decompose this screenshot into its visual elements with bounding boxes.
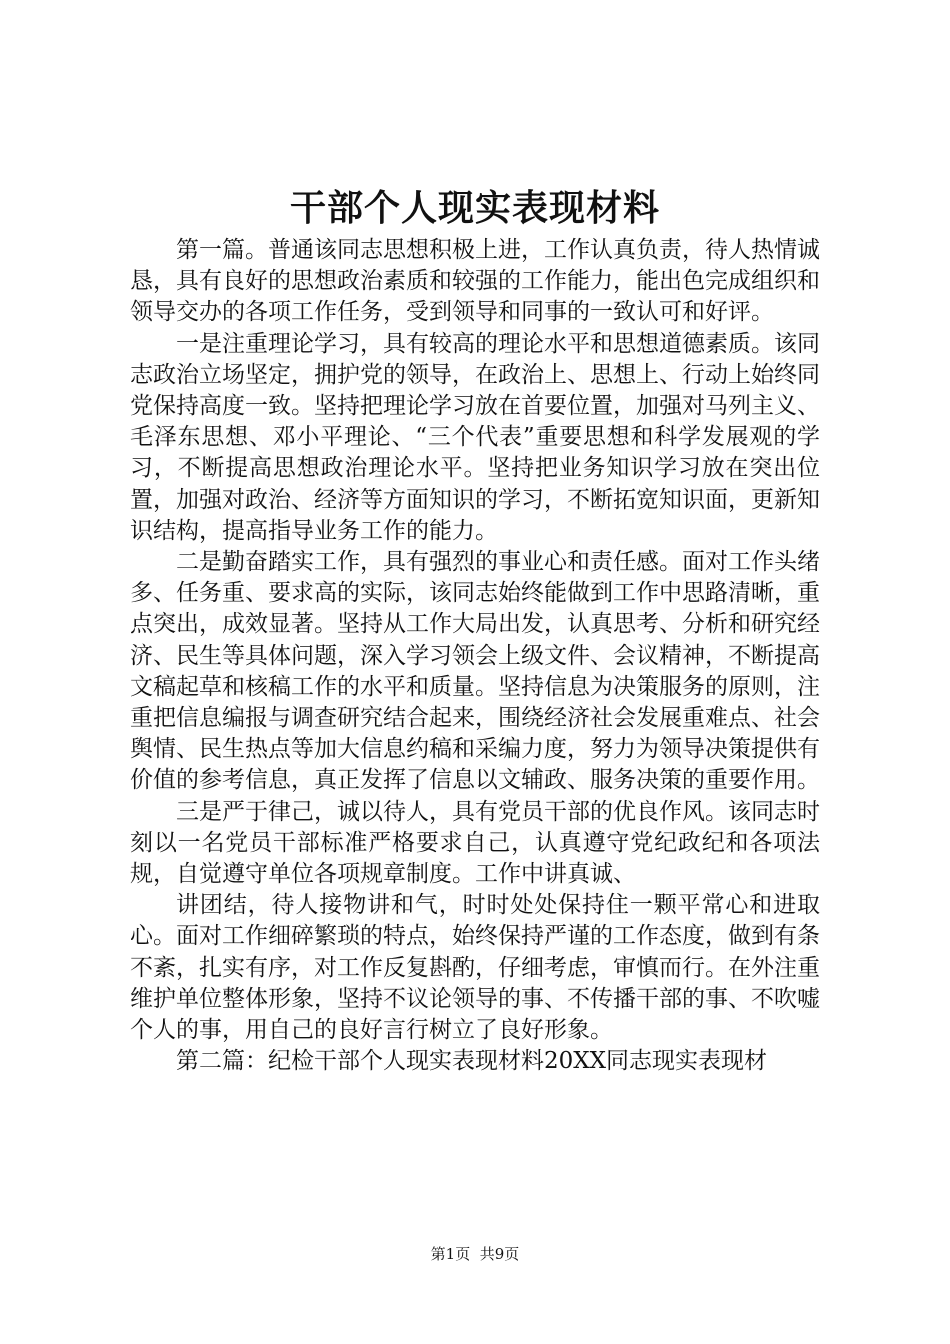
paragraph-4: 三是严于律己，诚以待人，具有党员干部的优良作风。该同志时刻以一名党员干部标准严格要求自己，认真遵守党纪政纪和各项法规，自觉遵守单位各项规章制度。工作中讲真诚、 — [130, 798, 820, 888]
page-footer — [0, 1244, 950, 1264]
paragraph-5: 讲团结，待人接物讲和气，时时处处保持住一颗平常心和进取心。面对工作细碎繁琐的特点，始终保持严谨的工作态度，做到有条不紊，扎实有序，对工作反复斟酌，仔细考虑，审慎而行。在外注重维护单位整体形象，坚持不议论领导的事、不传播干部的事、不吹嘘个人的事，用自己的良好言行树立了良好形象。 — [130, 892, 820, 1044]
paragraph-2: 一是注重理论学习，具有较高的理论水平和思想道德素质。该同志政治立场坚定，拥护党的领导，在政治上、思想上、行动上始终同党保持高度一致。坚持把理论学习放在首要位置，加强对马列主义、毛泽东思想、邓小平理论、“三个代表”重要思想和科学发展观的学习，不断提高思想政治理论水平。坚持把业务知识学习放在突出位置，加强对政治、经济等方面知识的学习，不断拓宽知识面，更新知识结构，提高指导业务工作的能力。 — [130, 330, 820, 544]
page-number: 第1页 — [430, 1245, 471, 1263]
paragraph-1: 第一篇。普通该同志思想积极上进，工作认真负责，待人热情诚恳，具有良好的思想政治素质和较强的工作能力，能出色完成组织和领导交办的各项工作任务，受到领导和同事的一致认可和好评。 — [130, 237, 820, 326]
paragraph-3: 二是勤奋踏实工作，具有强烈的事业心和责任感。面对工作头绪多、任务重、要求高的实际，该同志始终能做到工作中思路清晰，重点突出，成效显著。坚持从工作大局出发，认真思考、分析和研究经济、民生等具体问题，深入学习领会上级文件、会议精神，不断提高文稿起草和核稿工作的水平和质量。坚持信息为决策服务的原则，注重把信息编报与调查研究结合起来，围绕经济社会发展重难点、社会舆情、民生热点等加大信息约稿和采编力度，努力为领导决策提供有价值的参考信息，真正发挥了信息以文辅政、服务决策的重要作用。 — [130, 549, 820, 794]
document-body — [130, 235, 820, 1077]
paragraph-6: 第二篇：纪检干部个人现实表现材料20XX同志现实表现材 — [176, 1048, 768, 1075]
footer-separator — [470, 1245, 480, 1263]
page-total: 共9页 — [479, 1245, 520, 1263]
document-title: 干部个人现实表现材料 — [289, 187, 660, 229]
